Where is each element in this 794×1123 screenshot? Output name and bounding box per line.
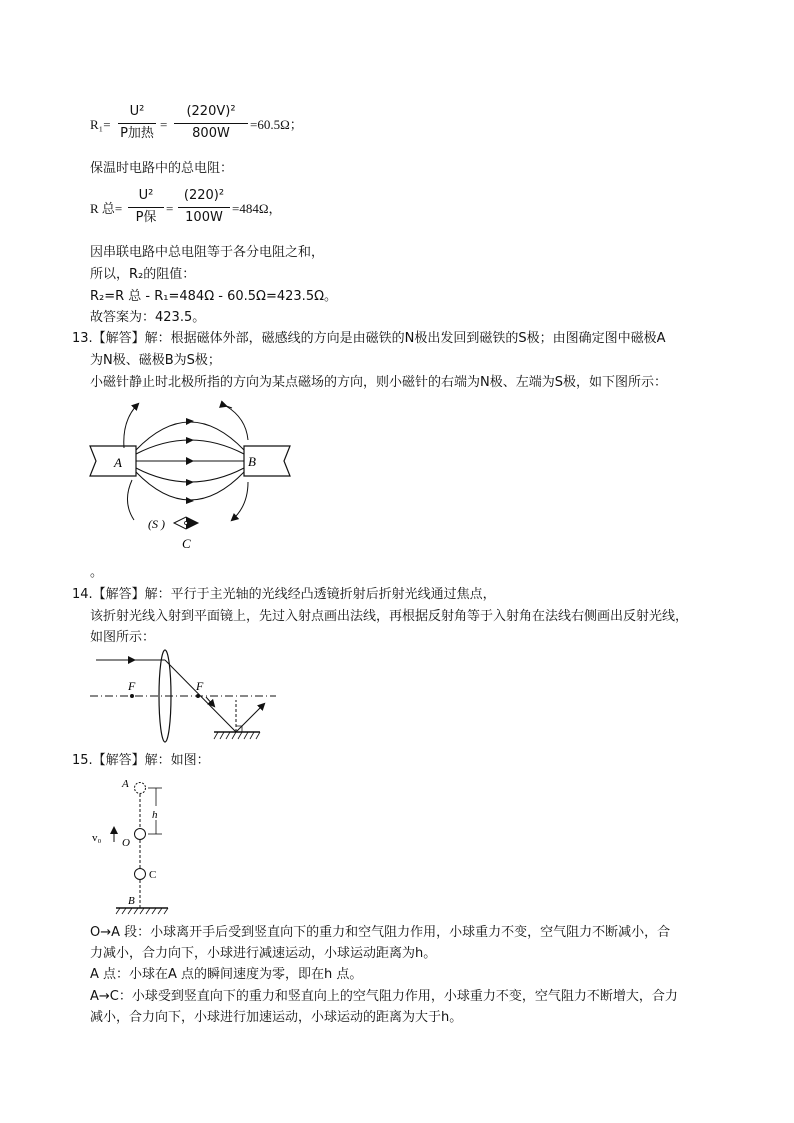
- text-r2: R₂=R 总 - R₁=484Ω - 60.5Ω=423.5Ω。: [90, 289, 338, 304]
- q15-para3-line2: 减小，合力向下，小球进行加速运动，小球运动的距离为大于h。: [90, 1010, 463, 1025]
- label-h: h: [152, 809, 158, 821]
- formula-rtotal-num1: U²: [138, 188, 154, 203]
- field-line-outer: [232, 482, 248, 520]
- fraction-bar: [174, 123, 248, 124]
- focal-label-left: F: [128, 679, 136, 693]
- field-line: [136, 468, 244, 482]
- ball-motion-diagram: [86, 774, 186, 916]
- text-suoyi: 所以，R₂的阻值：: [90, 267, 196, 282]
- formula-rtotal-den2: 100W: [185, 210, 223, 225]
- magnetic-field-diagram: [86, 398, 296, 558]
- ball-at-a: [135, 783, 146, 794]
- compass-c-label: C: [182, 536, 191, 551]
- q13-end-mark: 。: [90, 565, 104, 580]
- formula-rtotal-lhs: R 总=: [90, 201, 123, 216]
- q14-line2: 该折射光线入射到平面镜上，先过入射点画出法线，再根据反射角等于入射角在法线右侧画出反射光线，: [90, 609, 689, 624]
- magnet-b-label: B: [248, 454, 256, 469]
- fraction-bar: [178, 207, 230, 208]
- fraction-bar: [118, 123, 156, 124]
- label-a: A: [122, 778, 129, 790]
- field-line: [136, 472, 244, 500]
- formula-r1-eq: =: [160, 117, 168, 132]
- lens-mirror-diagram: [90, 644, 286, 748]
- q15-para3-line1: A→C：小球受到竖直向下的重力和竖直向上的空气阻力作用，小球重力不变，空气阻力不断增大，合力: [90, 989, 678, 1004]
- formula-rtotal-den1: P保: [135, 210, 157, 225]
- fraction-bar: [128, 207, 164, 208]
- q14-line1: 14.【解答】解：平行于主光轴的光线经凸透镜折射后折射光线通过焦点，: [72, 587, 496, 602]
- text-baowen: 保温时电路中的总电阻：: [90, 161, 234, 176]
- label-c: C: [149, 869, 157, 881]
- label-o: O: [122, 837, 130, 849]
- focal-point-left: [130, 694, 134, 698]
- formula-rtotal-result: =484Ω，: [232, 201, 282, 216]
- formula-r1-lhs: R₁=: [90, 117, 111, 132]
- field-line-outer: [127, 480, 134, 520]
- q13-line1: 13.【解答】解：根据磁体外部，磁感线的方向是由磁铁的N极出发回到磁铁的S极；由图确定图中磁极A: [72, 331, 666, 346]
- field-line-outer: [124, 404, 138, 448]
- formula-rtotal-eq: =: [166, 201, 174, 216]
- formula-r1-den2: 800W: [192, 126, 230, 141]
- formula-r1-num2: (220V)²: [186, 104, 236, 119]
- q15-para1-line1: O→A 段：小球离开手后受到竖直向下的重力和空气阻力作用，小球重力不变，空气阻力不断减小，合: [90, 925, 671, 940]
- q13-line2: 为N极、磁极B为S极；: [90, 353, 221, 368]
- formula-r1-num1: U²: [129, 104, 145, 119]
- magnet-a: [90, 446, 136, 476]
- text-answer: 故答案为：423.5。: [90, 310, 206, 325]
- q14-line3: 如图所示：: [90, 630, 156, 645]
- q15-para2: A 点：小球在A 点的瞬间速度为零，即在h 点。: [90, 967, 363, 982]
- q13-line3: 小磁针静止时北极所指的方向为某点磁场的方向，则小磁针的右端为N极、左端为S极，如下图所示：: [90, 375, 667, 390]
- formula-r1-result: =60.5Ω；: [250, 117, 303, 132]
- label-v0: v₀: [92, 832, 102, 844]
- field-line-outer: [226, 406, 248, 440]
- q15-para1-line2: 力减小，合力向下，小球进行减速运动，小球运动距离为h。: [90, 946, 437, 961]
- formula-r1-den1: P加热: [120, 126, 154, 141]
- q15-line1: 15.【解答】解：如图：: [72, 753, 210, 768]
- label-b: B: [128, 895, 135, 907]
- field-line: [136, 422, 244, 450]
- magnet-a-label: A: [114, 455, 122, 470]
- compass-s-label: (S ): [148, 517, 165, 531]
- focal-label-right: F: [196, 679, 204, 693]
- reflected-ray: [236, 704, 264, 732]
- ball-at-o: [135, 829, 146, 840]
- text-series: 因串联电路中总电阻等于各分电阻之和，: [90, 245, 325, 260]
- field-line: [136, 440, 244, 454]
- ball-at-c: [135, 869, 146, 880]
- formula-rtotal-num2: (220)²: [183, 188, 225, 203]
